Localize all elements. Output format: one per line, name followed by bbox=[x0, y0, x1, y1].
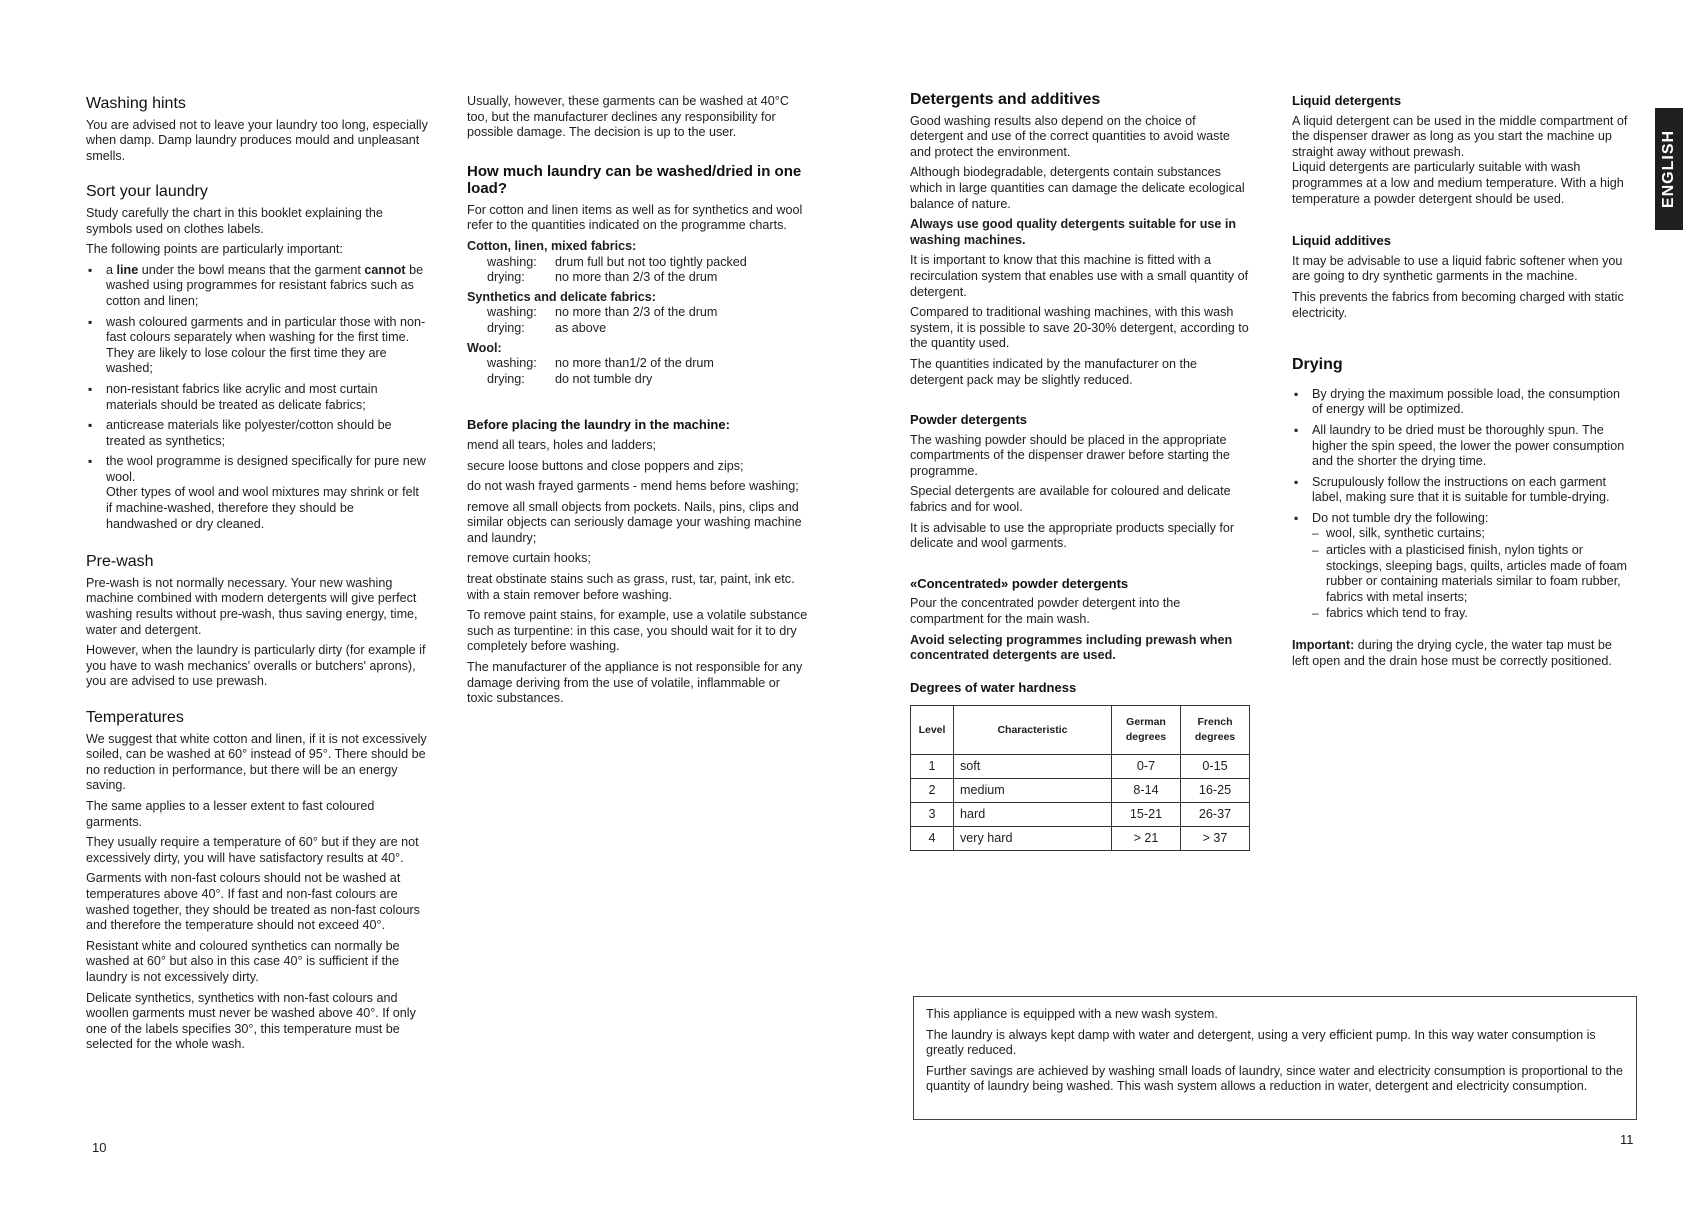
how-much-intro: For cotton and linen items as well as for synthetics and wool refer to the quantities indicated on the programme charts. bbox=[467, 202, 803, 233]
table-row: 3 hard 15-21 26-37 bbox=[911, 803, 1250, 827]
detergents-p4: It is important to know that this machine is fitted with a recirculation system that enables use with a small quantity of detergent. bbox=[910, 253, 1249, 299]
temperatures-p1: We suggest that white cotton and linen, if it is not excessively soiled, can be washed at 60° instead of 95°. There should be no reduction in performance, but there will be an energy saving. bbox=[86, 731, 427, 793]
list-item: – fabrics which tend to fray. bbox=[1312, 606, 1632, 622]
wool-note: Other types of wool and wool mixtures may shrink or felt if machine-washed, therefore they should be handwashed or dry cleaned. bbox=[106, 485, 419, 531]
sort-laundry-intro: Study carefully the chart in this booklet explaining the symbols used on clothes labels. bbox=[86, 205, 383, 236]
wash-system-note bbox=[913, 996, 1637, 1120]
detergents-p5: Compared to traditional washing machines, with this wash system, it is possible to save 20-30% detergent, according to the quantity used. bbox=[910, 305, 1249, 351]
temperatures-p2: The same applies to a lesser extent to fast coloured garments. bbox=[86, 798, 375, 829]
list-item: ▪ the wool programme is designed specifically for pure new wool. Other types of wool and wool mixtures may shrink or felt if machine-washed, therefore they should be handwashed or dry cleaned. bbox=[86, 454, 428, 532]
fabric-group-synthetics: Synthetics and delicate fabrics: washing: no more than 2/3 of the drum drying: as above bbox=[467, 290, 809, 337]
before-item: To remove paint stains, for example, use a volatile substance such as turpentine: in this case, you should wait for it to dry completely before washing. bbox=[467, 608, 808, 654]
drying-list bbox=[1292, 387, 1632, 622]
before-item: treat obstinate stains such as grass, rust, tar, paint, ink etc. with a stain remover before washing. bbox=[467, 572, 795, 602]
list-item: ▪ Do not tumble dry the following: – wool, silk, synthetic curtains; – articles with a plasticised finish, nylon tights or stockings, sleeping bags, quilts, articles made of foam rubber or containing materials similar to foam rubber, fabrics with metal inserts; – fabrics which tend to fray. bbox=[1292, 511, 1632, 622]
before-item: remove curtain hooks; bbox=[467, 551, 591, 566]
list-item: ▪ non-resistant fabrics like acrylic and most curtain materials should be treated as delicate fabrics; bbox=[86, 382, 428, 413]
detergents-p1: Good washing results also depend on the choice of detergent and use of the correct quantities to avoid waste and protect the environment. bbox=[910, 113, 1230, 159]
before-item: mend all tears, holes and ladders; bbox=[467, 437, 657, 452]
before-item: The manufacturer of the appliance is not responsible for any damage deriving from the use of volatile, inflammable or toxic substances. bbox=[467, 660, 803, 706]
sort-laundry-points-intro: The following points are particularly important: bbox=[86, 242, 343, 257]
powder-heading: Powder detergents bbox=[910, 412, 1028, 428]
list-item: ▪ By drying the maximum possible load, the consumption of energy will be optimized. bbox=[1292, 387, 1632, 418]
powder-p1: The washing powder should be placed in the appropriate compartments of the dispenser drawer before starting the programme. bbox=[910, 432, 1230, 478]
header-level: Level bbox=[911, 706, 954, 755]
list-item: ▪ wash coloured garments and in particular those with non-fast colours separately when washing for the first time. They are likely to lose colour the first time they are washed; bbox=[86, 315, 428, 377]
col2-intro: Usually, however, these garments can be washed at 40°C too, but the manufacturer declines any responsibility for possible damage. The decision is up to the user. bbox=[467, 94, 789, 140]
list-item: ▪ a line under the bowl means that the garment cannot be washed using programmes for resistant fabrics such as cotton and linen; bbox=[86, 263, 428, 310]
hardness-heading: Degrees of water hardness bbox=[910, 679, 1077, 695]
list-item: ▪ anticrease materials like polyester/cotton should be treated as synthetics; bbox=[86, 418, 428, 449]
detergents-p3: Always use good quality detergents suitable for use in washing machines. bbox=[910, 217, 1237, 247]
fabric-group-wool: Wool: washing: no more than1/2 of the drum drying: do not tumble dry bbox=[467, 341, 809, 388]
concentrated-heading: «Concentrated» powder detergents bbox=[910, 575, 1129, 591]
note-p1: This appliance is equipped with a new wash system. bbox=[926, 1007, 1218, 1021]
fabric-group-name: Synthetics and delicate fabrics: bbox=[467, 289, 656, 304]
temperatures-p5: Resistant white and coloured synthetics can normally be washed at 60° but also in this case 40° is sufficient if the laundry is not excessively dirty. bbox=[86, 938, 400, 984]
table-row: 1 soft 0-7 0-15 bbox=[911, 755, 1250, 779]
table-header-row bbox=[911, 706, 1250, 755]
liquid-additives-heading: Liquid additives bbox=[1292, 233, 1391, 249]
right-column-2 bbox=[1292, 93, 1632, 674]
language-tab: ENGLISH bbox=[1655, 108, 1683, 230]
before-item: remove all small objects from pockets. Nails, pins, clips and similar objects can seriously damage your washing machine and laundry; bbox=[467, 499, 802, 545]
concentrated-p1: Pour the concentrated powder detergent into the compartment for the main wash. bbox=[910, 596, 1181, 627]
sort-laundry-heading: Sort your laundry bbox=[86, 183, 208, 201]
header-characteristic: Characteristic bbox=[954, 706, 1112, 755]
concentrated-p2: Avoid selecting programmes including prewash when concentrated detergents are used. bbox=[910, 632, 1233, 663]
before-placing-heading: Before placing the laundry in the machine: bbox=[467, 417, 730, 433]
fabric-group-name: Cotton, linen, mixed fabrics: bbox=[467, 238, 637, 253]
list-item: ▪ Scrupulously follow the instructions on each garment label, making sure that it is suitable for tumble-drying. bbox=[1292, 475, 1632, 506]
note-p2: The laundry is always kept damp with water and detergent, using a very efficient pump. In this way water consumption is greatly reduced. bbox=[926, 1027, 1596, 1058]
right-column-1 bbox=[910, 92, 1250, 851]
header-german: German degrees bbox=[1112, 706, 1181, 755]
before-item: do not wash frayed garments - mend hems before washing; bbox=[467, 479, 799, 494]
liquid-additives-p2: This prevents the fabrics from becoming charged with static electricity. bbox=[1292, 289, 1624, 320]
hardness-table bbox=[910, 705, 1250, 851]
temperatures-p4: Garments with non-fast colours should not be washed at temperatures above 40°. If fast and non-fast colours are washed together, they should be treated as non-fast colours and therefore the temperature should not exceed 40°. bbox=[86, 871, 420, 933]
drying-heading: Drying bbox=[1292, 356, 1343, 374]
powder-p3: It is advisable to use the appropriate products specially for delicate and wool garments. bbox=[910, 520, 1235, 551]
detergents-p6: The quantities indicated by the manufacturer on the detergent pack may be slightly reduced. bbox=[910, 356, 1198, 387]
washing-hints-text: You are advised not to leave your laundry too long, especially when damp. Damp laundry produces mould and unpleasant smells. bbox=[86, 117, 428, 163]
washing-hints-heading: Washing hints bbox=[86, 95, 186, 112]
prewash-p2: However, when the laundry is particularly dirty (for example if you have to wash mechanics' overalls or butchers' aprons), you are advised to use prewash. bbox=[86, 643, 426, 689]
liquid-detergents-p2: Liquid detergents are particularly suitable with wash programmes at a low and medium temperature. With a high temperature a powder detergent should be used. bbox=[1292, 160, 1624, 206]
left-column-1 bbox=[86, 96, 428, 1058]
list-item: ▪ All laundry to be dried must be thoroughly spun. The higher the spin speed, the lower the power consumption and the shorter the drying time. bbox=[1292, 423, 1632, 470]
how-much-heading: How much laundry can be washed/dried in one load? bbox=[467, 162, 802, 197]
temperatures-heading: Temperatures bbox=[86, 709, 184, 726]
list-item: – wool, silk, synthetic curtains; bbox=[1312, 526, 1632, 542]
page-number-right: 11 bbox=[1620, 1132, 1634, 1147]
table-row: 4 very hard > 21 > 37 bbox=[911, 827, 1250, 851]
page-number-left: 10 bbox=[92, 1140, 107, 1155]
fabric-group-name: Wool: bbox=[467, 340, 502, 355]
left-column-2 bbox=[467, 94, 809, 712]
sort-laundry-list bbox=[86, 263, 428, 533]
note-p3: Further savings are achieved by washing small loads of laundry, since water and electricity consumption is proportional to the quantity of laundry being washed. This wash system allows a reduction in water, detergent and electricity consumption. bbox=[926, 1063, 1623, 1094]
temperatures-p6: Delicate synthetics, synthetics with non-fast colours and woollen garments must never be washed above 40°. If only one of the labels specifies 30°, this temperature must be selected for the whole wash. bbox=[86, 990, 416, 1052]
prewash-heading: Pre-wash bbox=[86, 553, 154, 571]
table-row: 2 medium 8-14 16-25 bbox=[911, 779, 1250, 803]
liquid-detergents-heading: Liquid detergents bbox=[1292, 93, 1402, 108]
fabric-group-cotton: Cotton, linen, mixed fabrics: washing: drum full but not too tightly packed drying: no more than 2/3 of the drum bbox=[467, 239, 809, 286]
header-french: French degrees bbox=[1181, 706, 1250, 755]
drying-exclusions bbox=[1312, 526, 1632, 622]
powder-p2: Special detergents are available for coloured and delicate fabrics and for wool. bbox=[910, 484, 1231, 515]
before-item: secure loose buttons and close poppers and zips; bbox=[467, 458, 744, 473]
detergents-p2: Although biodegradable, detergents contain substances which in large quantities can damage the delicate ecological balance of nature. bbox=[910, 165, 1245, 211]
prewash-p1: Pre-wash is not normally necessary. Your new washing machine combined with modern detergents will give perfect washing results without pre-wash, thus saving energy, time, water and detergent. bbox=[86, 575, 418, 637]
liquid-detergents-p1: A liquid detergent can be used in the middle compartment of the dispenser drawer as long as you start the machine up straight away without prewash. bbox=[1292, 113, 1628, 159]
temperatures-p3: They usually require a temperature of 60° but if they are not excessively dirty, you will have satisfactory results at 40°. bbox=[86, 835, 419, 865]
list-item: – articles with a plasticised finish, nylon tights or stockings, sleeping bags, quilts, articles made of foam rubber or containing materials similar to foam rubber, fabrics with metal inserts; bbox=[1312, 543, 1632, 605]
detergents-heading: Detergents and additives bbox=[910, 91, 1101, 108]
drying-important: Important: during the drying cycle, the water tap must be left open and the drain hose must be correctly positioned. bbox=[1292, 638, 1612, 668]
liquid-additives-p1: It may be advisable to use a liquid fabric softener when you are going to dry synthetic garments in the machine. bbox=[1292, 253, 1623, 284]
